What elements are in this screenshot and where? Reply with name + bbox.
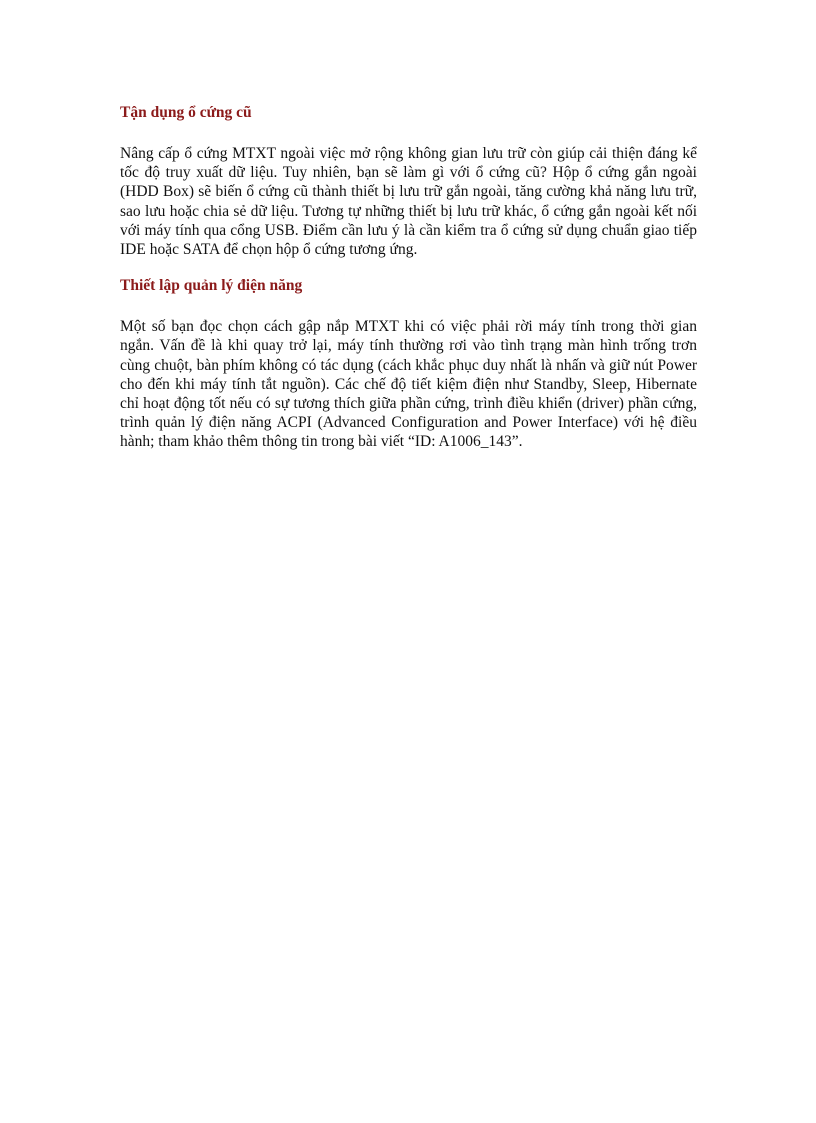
section-power-management (120, 277, 697, 451)
section-old-hard-drive (120, 104, 697, 259)
section-paragraph: Một số bạn đọc chọn cách gập nắp MTXT khi có việc phải rời máy tính trong thời gian ngắn. Vấn đề là khi quay trở lại, máy tính thường rơi vào tình trạng màn hình trống trơn cùng chuột, bàn phím không có tác dụng (cách khắc phục duy nhất là nhấn và giữ nút Power cho đến khi máy tính tắt nguồn). Các chế độ tiết kiệm điện như Standby, Sleep, Hibernate chỉ hoạt động tốt nếu có sự tương thích giữa phần cứng, trình điều khiển (driver) phần cứng, trình quản lý điện năng ACPI (Advanced Configuration and Power Interface) với hệ điều hành; tham khảo thêm thông tin trong bài viết “ID: A1006_143”. (120, 318, 697, 451)
document-content (120, 104, 697, 470)
section-heading: Tận dụng ổ cứng cũ (120, 104, 252, 121)
section-heading: Thiết lập quản lý điện năng (120, 277, 303, 295)
section-paragraph: Nâng cấp ổ cứng MTXT ngoài việc mở rộng không gian lưu trữ còn giúp cải thiện đáng kể tốc độ truy xuất dữ liệu. Tuy nhiên, bạn sẽ làm gì với ổ cứng cũ? Hộp ổ cứng gắn ngoài (HDD Box) sẽ biến ổ cứng cũ thành thiết bị lưu trữ gắn ngoài, tăng cường khả năng lưu trữ, sao lưu hoặc chia sẻ dữ liệu. Tương tự những thiết bị lưu trữ khác, ổ cứng gắn ngoài kết nối với máy tính qua cổng USB. Điểm cần lưu ý là cần kiểm tra ổ cứng sử dụng chuẩn giao tiếp IDE hoặc SATA để chọn hộp ổ cứng tương ứng. (120, 145, 697, 259)
